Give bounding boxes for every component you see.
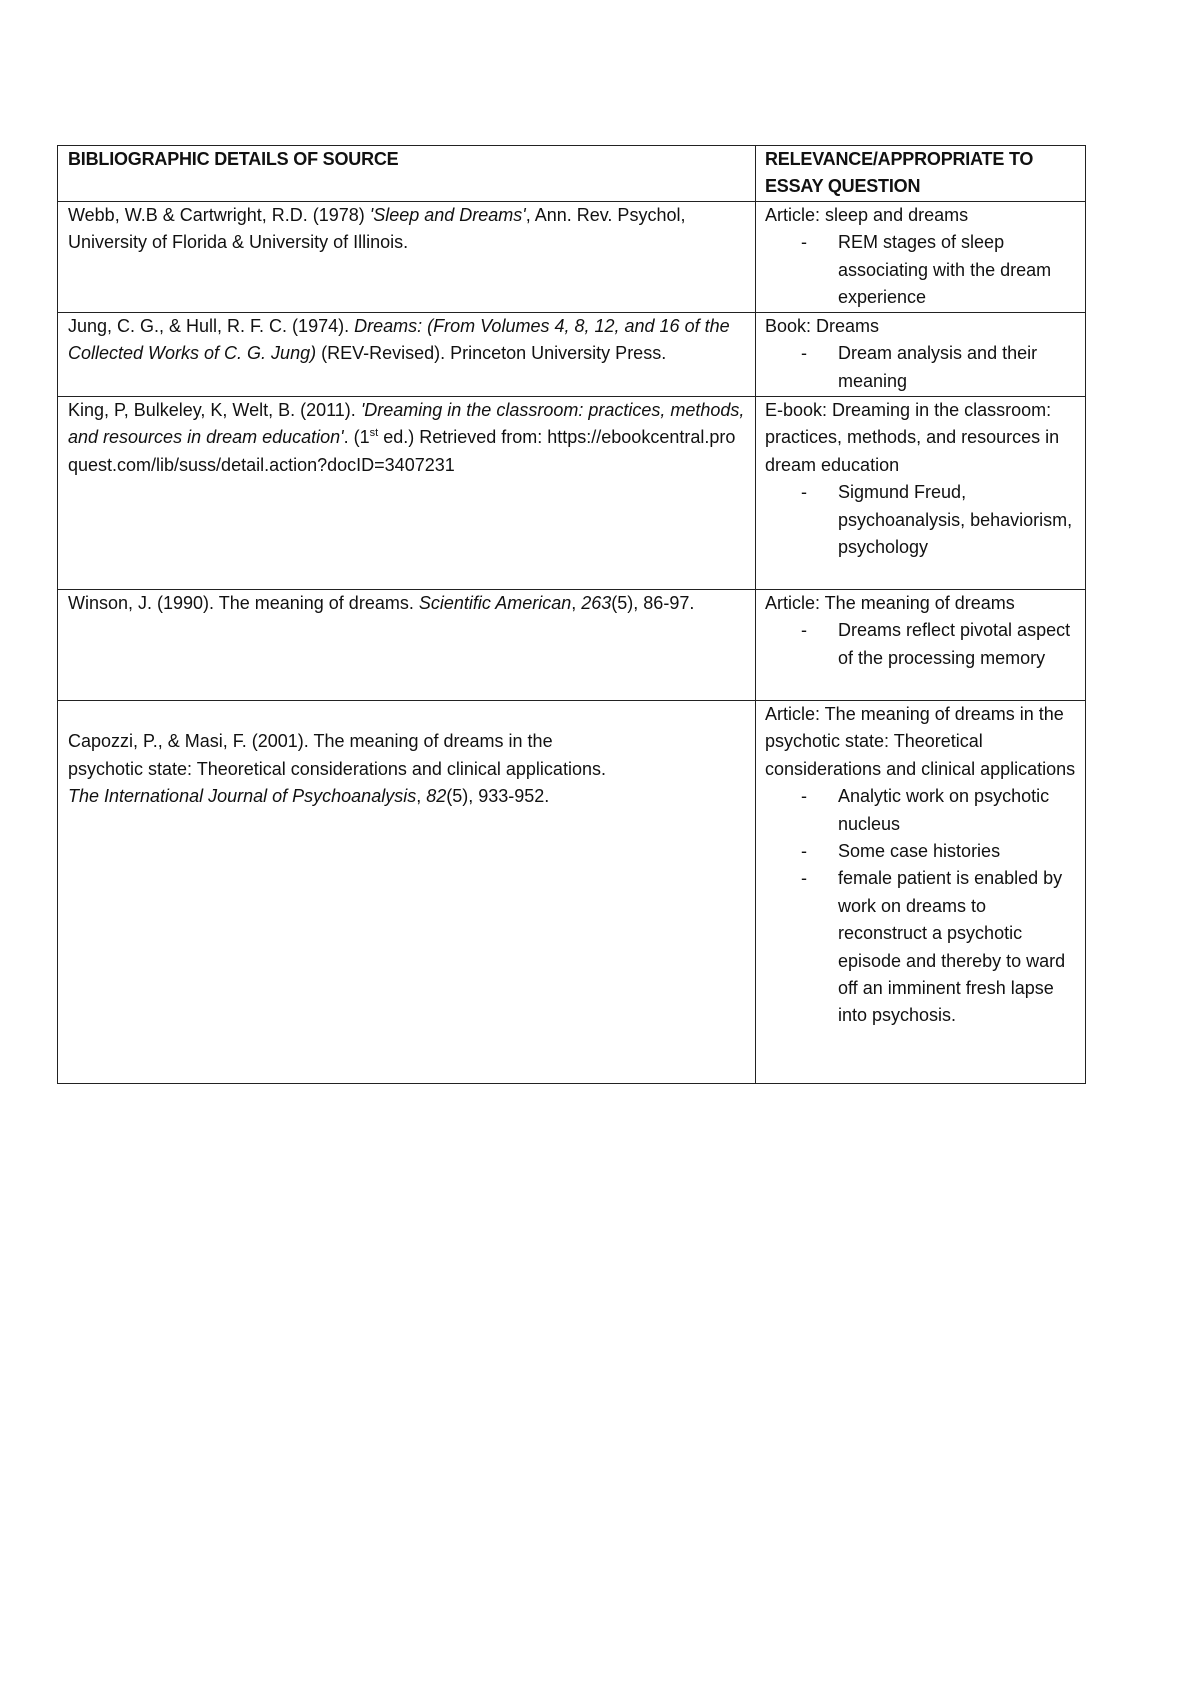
relevance-bullet: - Some case histories — [838, 838, 1079, 865]
relevance-bullet: - Dream analysis and their meaning — [838, 340, 1079, 395]
bibliography-table — [57, 145, 1086, 1084]
table-row — [58, 313, 1086, 397]
source-authors: Jung, C. G., & Hull, R. F. C. (1974). — [68, 316, 355, 336]
blank-line — [68, 701, 745, 728]
table-header-row — [58, 146, 1086, 202]
source-cell — [58, 701, 756, 1084]
source-journal: The International Journal of Psychoanalysis — [68, 786, 417, 807]
relevance-list — [765, 479, 1079, 561]
relevance-cell — [756, 701, 1086, 1084]
relevance-bullet: - Sigmund Freud, psychoanalysis, behaviorism, psychology — [838, 479, 1079, 561]
relevance-cell — [756, 313, 1086, 397]
source-cell — [58, 313, 756, 397]
relevance-cell — [756, 590, 1086, 701]
source-title: 'Sleep and Dreams' — [369, 205, 526, 225]
relevance-cell — [756, 397, 1086, 590]
source-text — [68, 728, 628, 810]
source-rest: (REV-Revised). Princeton University Press. — [316, 343, 667, 364]
source-cell — [58, 397, 756, 590]
source-journal: Scientific American — [418, 593, 572, 613]
relevance-heading: E-book: Dreaming in the classroom: practices, methods, and resources in dream education — [765, 400, 1060, 475]
header-relevance: RELEVANCE/APPROPRIATE TO ESSAY QUESTION — [756, 146, 1086, 202]
relevance-bullet: - REM stages of sleep associating with the dream experience — [838, 229, 1079, 311]
table-row — [58, 590, 1086, 701]
source-sep: , — [416, 786, 427, 807]
relevance-list — [765, 229, 1079, 311]
source-rest: ed.) Retrieved from: https://ebookcentral.proquest.com/lib/suss/detail.action?docID=3407231 — [68, 427, 736, 475]
source-authors: King, P, Bulkeley, K, Welt, B. (2011). — [68, 400, 361, 420]
table-row — [58, 701, 1086, 1084]
relevance-list — [765, 617, 1079, 672]
source-cell — [58, 202, 756, 313]
relevance-heading: Article: sleep and dreams — [765, 205, 969, 225]
source-authors: Winson, J. (1990). The meaning of dreams. — [68, 593, 419, 613]
source-volume: 82 — [426, 786, 447, 807]
source-sep: , — [571, 593, 582, 613]
relevance-cell — [756, 202, 1086, 313]
source-volume: 263 — [581, 593, 612, 613]
source-rest: (5), 86-97. — [611, 593, 695, 613]
table-row — [58, 202, 1086, 313]
header-source: BIBLIOGRAPHIC DETAILS OF SOURCE — [58, 146, 756, 202]
source-title: 'Dreaming in the classroom: practices, methods, and resources in dream education' — [68, 400, 745, 448]
relevance-heading: Book: Dreams — [765, 316, 880, 336]
source-authors: Webb, W.B & Cartwright, R.D. (1978) — [68, 205, 370, 225]
source-rest: (5), 933-952. — [446, 786, 550, 807]
relevance-heading: Article: The meaning of dreams in the psychotic state: Theoretical considerations and clinical applications — [765, 704, 1076, 779]
table-row — [58, 397, 1086, 590]
relevance-bullet: - Dreams reflect pivotal aspect of the processing memory — [838, 617, 1079, 672]
relevance-list — [765, 340, 1079, 395]
source-cell — [58, 590, 756, 701]
relevance-heading: Article: The meaning of dreams — [765, 593, 1015, 613]
source-edition-prefix: . (1 — [343, 427, 370, 448]
relevance-bullet: - Analytic work on psychotic nucleus — [838, 783, 1079, 838]
relevance-bullet: - female patient is enabled by work on dreams to reconstruct a psychotic episode and thereby to ward off an imminent fresh lapse into psychosis. — [838, 865, 1079, 1029]
source-rest: , Ann. Rev. Psychol, University of Florida & University of Illinois. — [68, 205, 686, 253]
relevance-list — [765, 783, 1079, 1030]
source-edition-sup: st — [369, 427, 379, 440]
source-authors: Capozzi, P., & Masi, F. (2001). The meaning of dreams in the psychotic state: Theoretical considerations and clinical applications. — [68, 731, 606, 779]
source-title: Dreams: (From Volumes 4, 8, 12, and 16 of the Collected Works of C. G. Jung) — [68, 316, 730, 364]
